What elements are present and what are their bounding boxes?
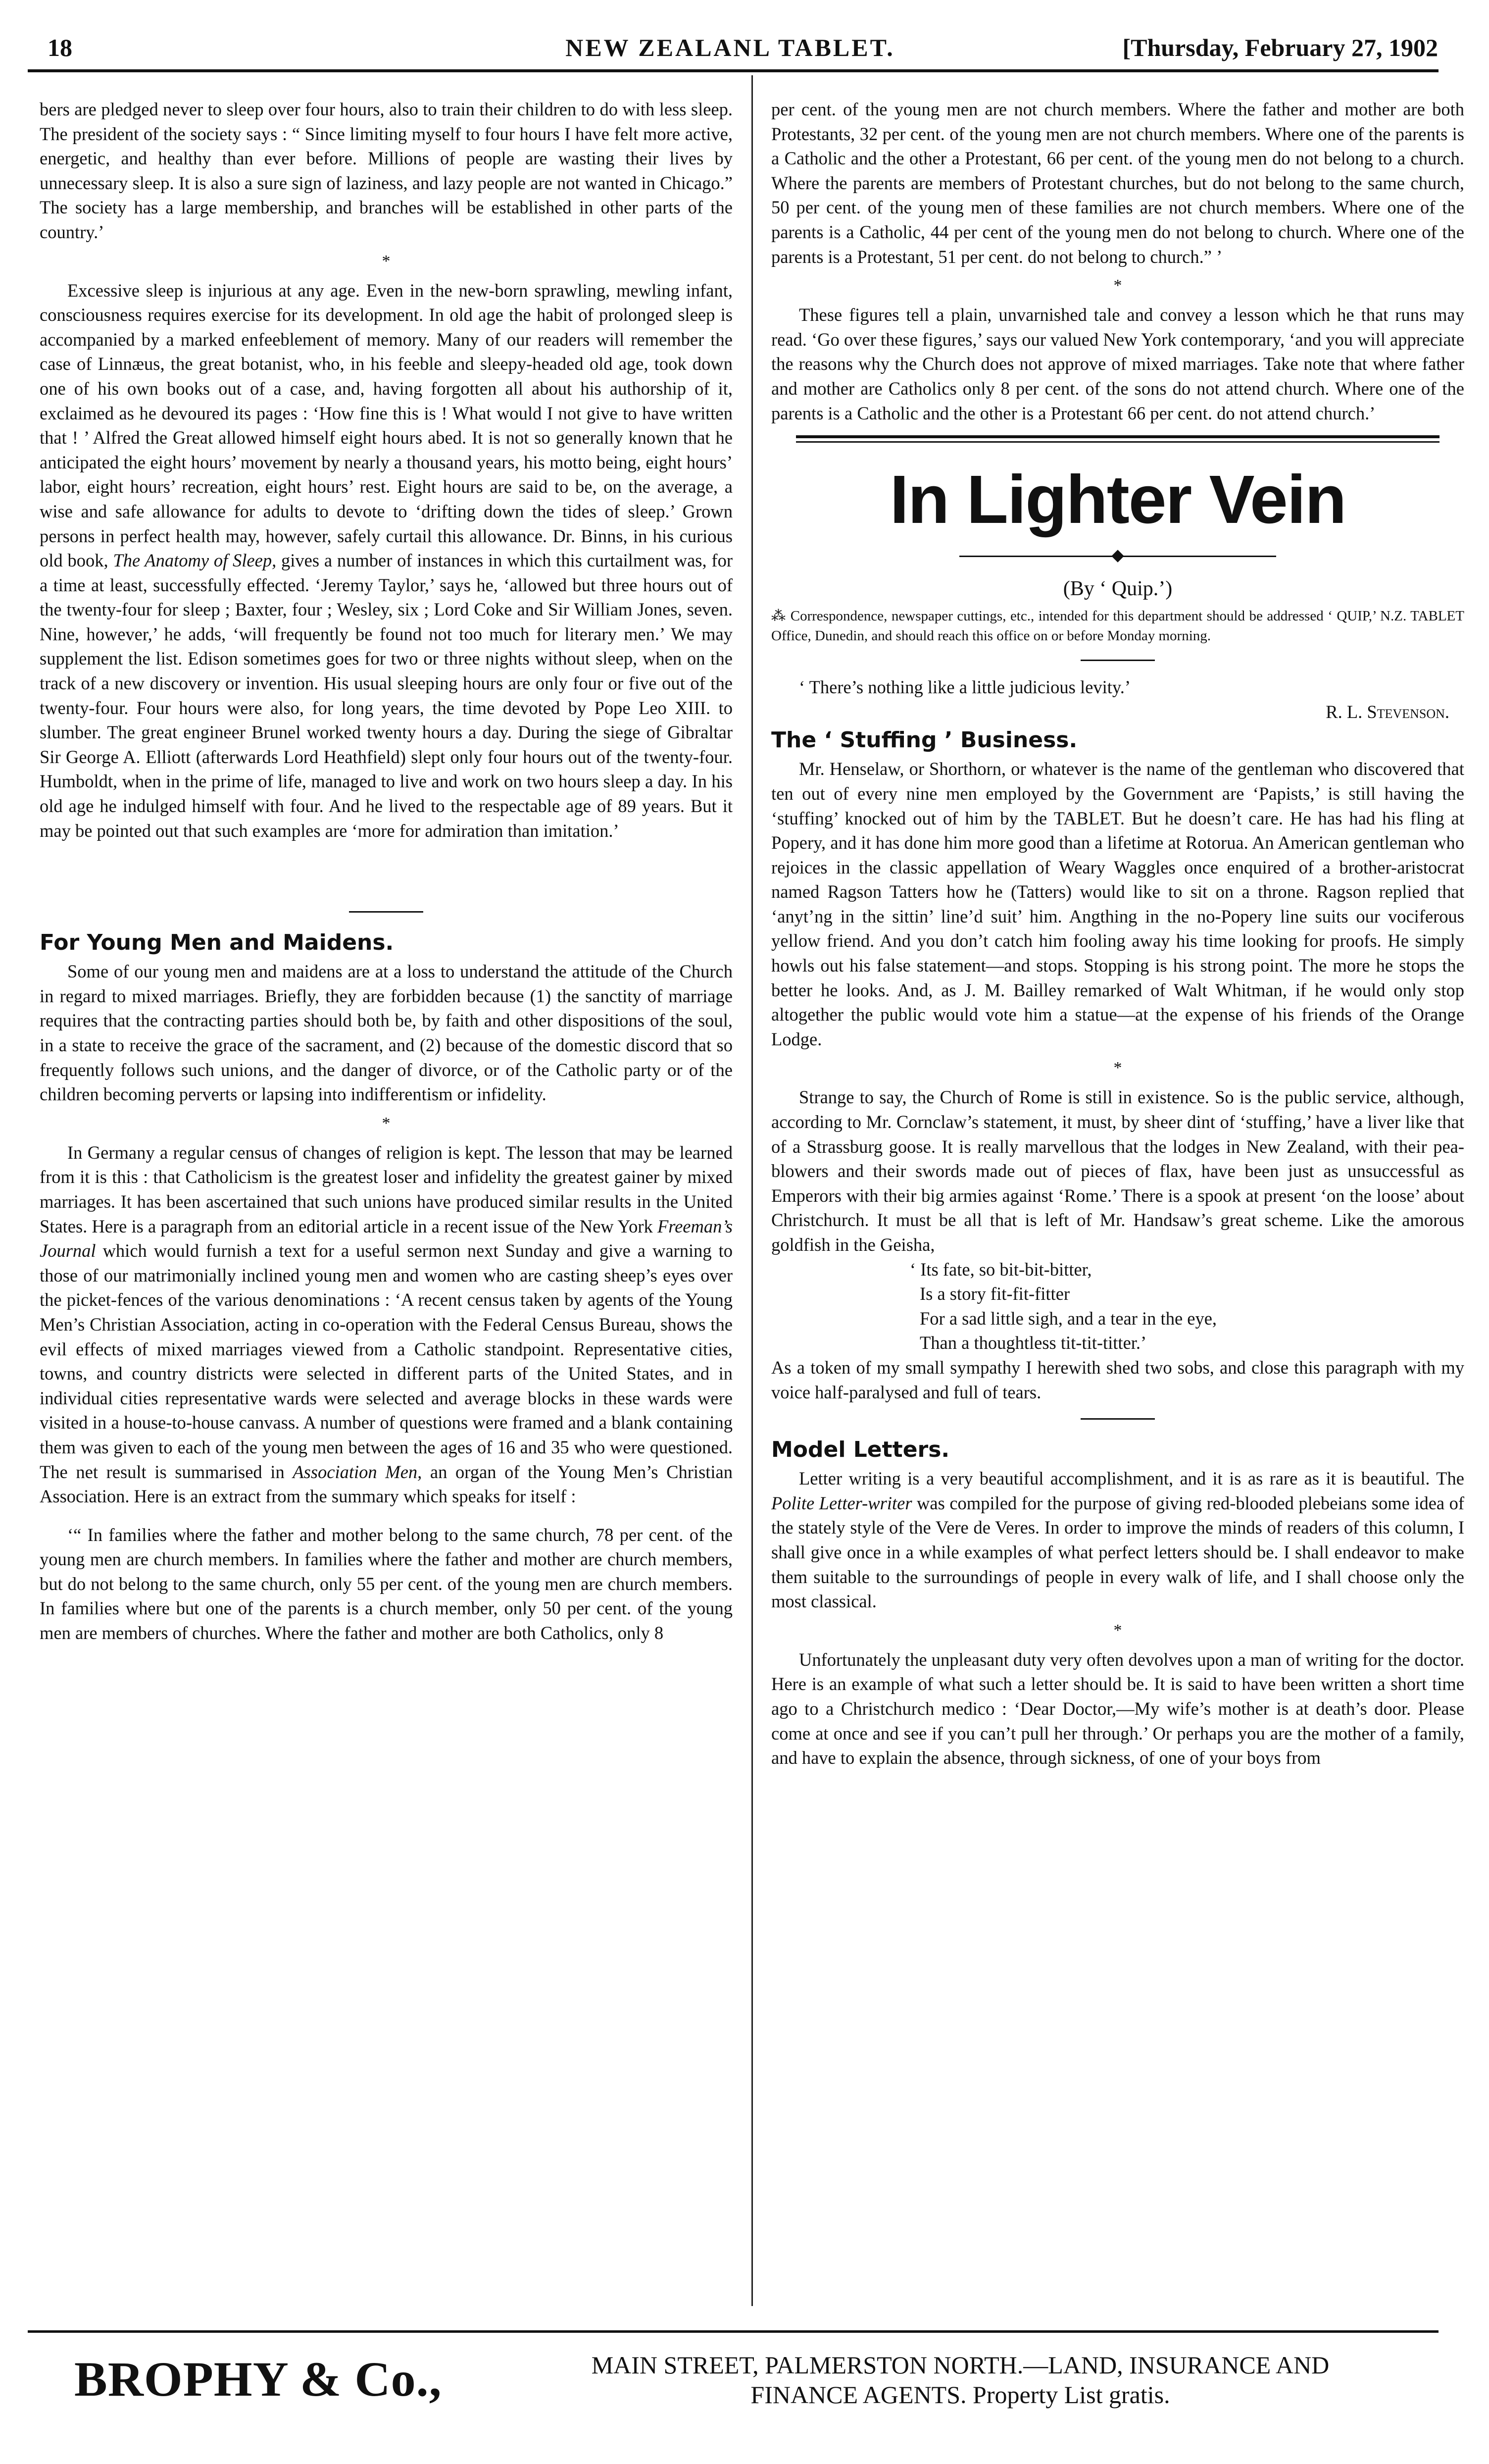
census-quote-paragraph: ‘“ In families where the father and mother belong to the same church, 78 per cent. of the young men are church members. In families where the father and mother are church members, but do not belong to the same church, only 55 per cent. of the young men are church members. In families where but one of the parents is a church member, only 50 per cent. of the young men are members of churches. Where the father and mother are both Catholics, only 8	[40, 1524, 733, 1643]
section-byline: (By ‘ Quip.’)	[1063, 577, 1173, 601]
verse-line-2: Is a story fit-fit-fitter	[920, 1283, 1070, 1304]
page-number: 18	[48, 34, 72, 61]
section-double-rule-bottom	[796, 441, 1439, 443]
right-column	[771, 97, 1464, 2306]
section-rule	[349, 911, 423, 913]
mixed-marriages-paragraph: Some of our young men and maidens are at a loss to understand the attitude of the Church in regard to mixed marriages. Briefly, they are forbidden because (1) the sanctity of marriage requires that the contracting parties should both be, by faith and other dispositions of the soul, in a state to receive the grace of the sacrament, and (2) because of the domestic discord that so frequently follows such unions, and the danger of divorce, or of the Catholic party or of the children becoming perverts or lapsing into indifferentism or infidelity.	[40, 961, 733, 1105]
heading-young-men-and-maidens: For Young Men and Maidens.	[40, 930, 394, 956]
journal-title-freemans: Freeman’s Journal	[40, 1216, 733, 1261]
germany-census-paragraph	[40, 1140, 733, 1509]
section-star: *	[1113, 276, 1122, 295]
germany-census-text-b: which would furnish a text for a useful sermon next Sunday and give a warning to those of our matrimonially inclined young men and women who are casting sheep’s eyes over the picket-fences of the various denominations : ‘A recent census taken by agents of the Young Men’s Christian Association, acting in co-operation with the Federal Census Bureau, shows the evil effects of mixed marriages viewed from a Catholic standpoint. Representative cities, towns, and country districts were selected in different parts of the United States, and in individual cities representative wards were selected and average blocks in these wards were visited in a house-to-house canvass. A number of questions were framed and a blank containing them was given to each of the young men between the ages of 16 and 35 who were questioned. The net result is summarised in	[40, 1240, 733, 1482]
section-star: *	[1113, 1059, 1122, 1078]
issue-date: [Thursday, February 27, 1902	[1122, 34, 1438, 61]
church-of-rome-paragraph: Strange to say, the Church of Rome is still in existence. So is the public service, although, according to Mr. Cornclaw’s statement, it must, by sheer dint of ‘stuffing,’ have a liver like that of a Strassburg goose. It is really marvellous that the lodges in New Zealand, with their pea-blowers and their swords made out of pieces of flax, have been just as unsuccessful as Emperors with their big armies against ‘Rome.’ There is a spook at present ‘on the loose’ about Christchurch. It must be all that is left of Mr. Handsaw’s great scheme. Like the amorous goldfish in the Geisha,	[771, 1087, 1464, 1255]
verse-line-4: Than a thoughtless tit-tit-titter.’	[920, 1333, 1147, 1353]
doctor-letter-paragraph: Unfortunately the unpleasant duty very often devolves upon a man of writing for the doctor. Here is an example of what such a letter should be. It is said to have been written a short time ago to a Christchurch medico : ‘Dear Doctor,—My wife’s mother is at death’s door. Please come at once and see if you can’t pull her through.’ Or perhaps you are the mother of a family, and have to explain the absence, through sickness, of one of your boys from	[771, 1649, 1464, 1768]
epigraph-quote: ‘ There’s nothing like a little judicious levity.’	[799, 677, 1131, 698]
column-divider	[751, 75, 753, 2306]
heading-model-letters: Model Letters.	[771, 1437, 950, 1463]
advertisement-footer	[45, 2342, 1440, 2441]
stuffing-paragraph: Mr. Henselaw, or Shorthorn, or whatever is the name of the gentleman who discovered that ten out of every nine men employed by the Government are ‘Papists,’ is still having the ‘stuffing’ knocked out of him by the TABLET. But he doesn’t care. He has had his fling at Popery, and it has done him more good than a lifetime at Rotorua. An American gentleman who rejoices in the classic appellation of Weary Waggles once enquired of a brother-aristocrat named Ragson Tatters how he (Tatters) would like to sit on a throne. Ragson replied that ‘anyt’ng in the sittin’ line’d suit’ him. Angthing in the no-Popery line suits our vociferous yellow friend. And you don’t catch him fooling away his time looking for proofs. He simply howls out his false statement—and stops. Stopping is his strong point. The more he stops the better he looks. And, as J. M. Bailley remarked of Walt Whitman, if he would only stop altogether the public would vote him a statue—at the expense of his friends of the Orange Lodge.	[771, 759, 1464, 1049]
excessive-sleep-paragraph	[40, 278, 733, 843]
diamond-rule	[771, 547, 1464, 566]
verse-line-3: For a sad little sigh, and a tear in the eye,	[920, 1308, 1217, 1329]
heading-stuffing-business: The ‘ Stuffing ’ Business.	[771, 727, 1078, 753]
correspondence-note: ⁂ Correspondence, newspaper cuttings, etc., intended for this department should be addressed ‘ QUIP,’ N.Z. TABLET Office, Dunedin, and should reach this office on or before Monday morning.	[771, 608, 1464, 644]
journal-title-association-men: Association Men,	[293, 1461, 422, 1482]
section-rule	[1081, 660, 1155, 661]
address-line-2: FINANCE AGENTS. Property List gratis.	[750, 2381, 1170, 2409]
census-quote-continued: per cent. of the young men are not church members. Where the father and mother are both Protestants, 32 per cent. of the young men are not church members. Where one of the parents is a Catholic and the other a Protestant, 66 per cent. of the young men do not belong to a church. Where the parents are members of Protestant churches, but do not belong to the same church, 50 per cent. of the young men of these families are not church members. Where one of the parents is a Catholic, 44 per cent of the young men do not belong to church. Where one of the parents is a Protestant, 51 per cent. do not belong to church.” ’	[771, 99, 1464, 267]
header-rule	[28, 69, 1439, 72]
germany-census-text-c: an organ of the Young Men’s Christian Association. Here is an extract from the summary which speaks for itself :	[40, 1461, 733, 1507]
advertiser-name: BROPHY & Co.,	[74, 2352, 442, 2407]
excessive-sleep-text: Excessive sleep is injurious at any age. Even in the new-born sprawling, mewling infant, consciousness requires exercise for its development. In old age the habit of prolonged sleep is accompanied by a marked enfeeblement of memory. Many of our readers will remember the case of Linnæus, the great botanist, who, in his feeble and sleepy-headed old age, took down one of his own books out of a case, and, having forgotten all about his authorship of it, exclaimed as he devoured its pages : ‘How fine this is ! What would I not give to have written that ! ’ Alfred the Great allowed himself eight hours abed. It is not so generally known that he anticipated the eight hours’ movement by nearly a thousand years, his motto being, eight hours’ labor, eight hours’ recreation, eight hours’ rest. Eight hours are said to be, on the average, a wise and safe allowance for adults to devote to ‘drifting down the tides of sleep.’ Grown persons in perfect health may, however, safely curtail this allowance. Dr. Binns, in his curious old book,	[40, 280, 733, 571]
spacer	[40, 843, 733, 897]
letter-writing-text: Letter writing is a very beautiful accomplishment, and it is as rare as it is beautiful. The	[799, 1468, 1464, 1489]
section-star: *	[382, 252, 391, 270]
advertiser-address	[490, 2350, 1431, 2410]
letter-writing-text-b: was compiled for the purpose of giving red-blooded plebeians some idea of the stately style of the Vere de Veres. In order to improve the minds of readers of this column, I shall give once in a while examples of what perfect letters should be. I shall endeavor to make them suitable to the surroundings of people in every walk of life, and I shall choose only the most classical.	[771, 1492, 1464, 1612]
sleep-paragraph-continued: bers are pledged never to sleep over four hours, also to train their children to do with less sleep. The president of the society says : “ Since limiting myself to four hours I have felt more active, energetic, and healthy than ever before. Millions of people are wasting their lives by unnecessary sleep. It is also a sure sign of laziness, and lazy people are not wanted in Chicago.” The society has a large membership, and branches will be established in other parts of the country.’	[40, 99, 733, 242]
diamond-ornament	[1111, 550, 1124, 562]
excessive-sleep-text-b: gives a number of instances in which this curtailment was, for a time at least, successfully effected. ‘Jeremy Taylor,’ says he, ‘allowed but three hours out of the twenty-four for sleep ; Baxter, four ; Wesley, six ; Lord Coke and Sir William Jones, seven. Nine, however,’ he adds, ‘will frequently be found not too much for literary men.’ We may supplement the list. Edison sometimes goes for two or three nights without sleep, when on the track of a new discovery or invention. His usual sleeping hours are only four or five out of the twenty-four. Four hours were also, for long years, the time devoted by Pope Leo XIII. to slumber. The great engineer Brunel worked twenty hours a day. During the siege of Gibraltar Sir George A. Elliott (afterwards Lord Heathfield) slept only four hours out of the twenty-four. Humboldt, when in the prime of life, managed to live and work on two hours sleep a day. In his old age he indulged himself with four. And he lived to the respectable age of 89 years. But it may be pointed out that such examples are ‘more for admiration than imitation.’	[40, 550, 733, 841]
verse-line-1: ‘ Its fate, so bit-bit-bitter,	[910, 1259, 1092, 1280]
section-star: *	[382, 1114, 391, 1132]
paper-title: NEW ZEALANL TABLET.	[565, 34, 895, 61]
letter-writing-paragraph	[771, 1466, 1464, 1614]
sympathy-paragraph: As a token of my small sympathy I herewith shed two sobs, and close this paragraph with my voice half-paralysed and full of tears.	[771, 1357, 1464, 1402]
figures-paragraph: These figures tell a plain, unvarnished tale and convey a lesson which he that runs may read. ‘Go over these figures,’ says our valued New York contemporary, ‘and you will appreciate the reasons why the Church does not approve of mixed marriages. Take note that where father and mother are Catholics only 8 per cent. of the sons do not attend church. Where one of the parents is a Catholic and the other is a Protestant 66 per cent. do not attend church.’	[771, 305, 1464, 423]
footer-rule	[28, 2330, 1439, 2333]
epigraph-attribution: R. L. Stevenson.	[1326, 701, 1449, 722]
address-line-1: MAIN STREET, PALMERSTON NORTH.—LAND, INSURANCE AND	[591, 2351, 1330, 2379]
page-header	[25, 28, 1436, 67]
left-column	[40, 97, 733, 2306]
book-title-polite-letter-writer: Polite Letter-writer	[771, 1492, 912, 1513]
section-star: *	[1113, 1621, 1122, 1640]
book-title-anatomy-of-sleep: The Anatomy of Sleep,	[113, 550, 277, 571]
section-title-in-lighter-vein: In Lighter Vein	[890, 462, 1346, 538]
spacer	[40, 1509, 733, 1523]
section-rule	[1081, 1418, 1155, 1420]
germany-census-text: In Germany a regular census of changes of religion is kept. The lesson that may be learned from it is this : that Catholicism is the greatest loser and infidelity the greatest gainer by mixed marriages. It has been ascertained that such unions have produced similar results in the United States. Here is a paragraph from an editorial article in a recent issue of the New York	[40, 1142, 733, 1236]
section-double-rule-top	[796, 435, 1439, 438]
